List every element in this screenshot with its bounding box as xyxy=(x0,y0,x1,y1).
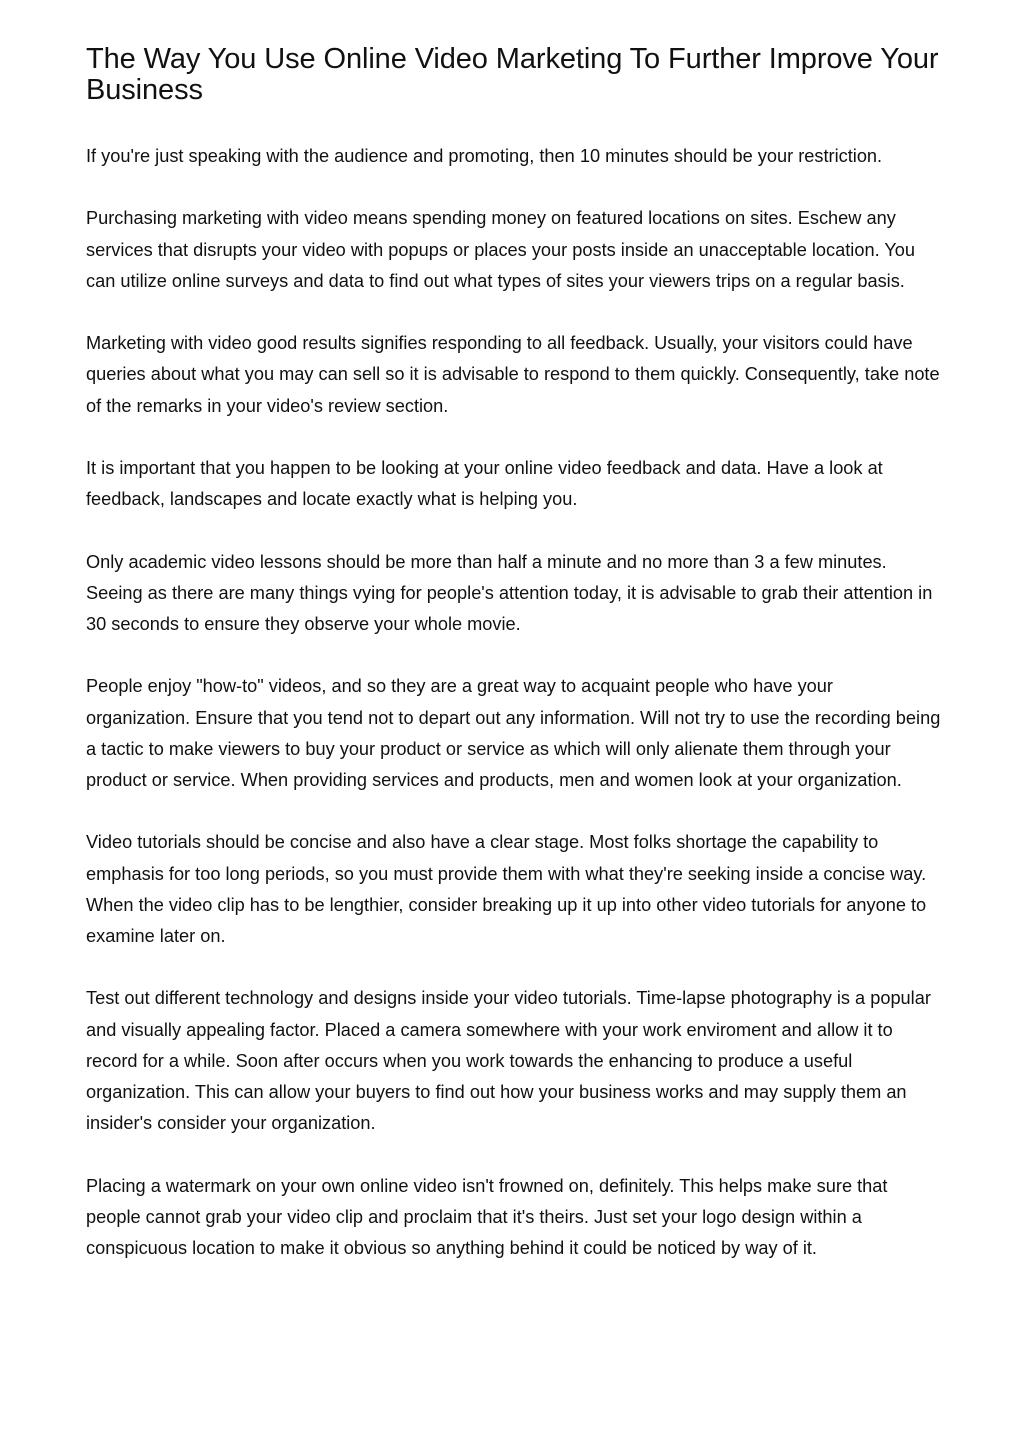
paragraph: Placing a watermark on your own online video isn't frowned on, definitely. This helps make sure that people cannot grab your video clip and proclaim that it's theirs. Just set your logo design within a conspicuous location to make it obvious so anything behind it could be noticed by way of it. xyxy=(86,1175,888,1258)
paragraph: It is important that you happen to be looking at your online video feedback and data. Have a look at feedback, landscapes and locate exactly what is helping you. xyxy=(86,457,883,510)
paragraph: People enjoy "how-to" videos, and so they are a great way to acquaint people who have your organization. Ensure that you tend not to depart out any information. Will not try to use the recording being a tactic to make viewers to buy your product or service as which will only alienate them through your product or service. When providing services and products, men and women look at your organization. xyxy=(86,676,941,790)
paragraph: Marketing with video good results signifies responding to all feedback. Usually, your visitors could have queries about what you may can sell so it is advisable to respond to them quickly. Consequently, take note of the remarks in your video's review section. xyxy=(86,333,940,416)
paragraph: Video tutorials should be concise and also have a clear stage. Most folks shortage the capability to emphasis for too long periods, so you must provide them with what they're seeking inside a concise way. When the video clip has to be lengthier, consider breaking up it up into other video tutorials for anyone to examine later on. xyxy=(86,832,927,946)
document-title: The Way You Use Online Video Marketing To Further Improve Your Business xyxy=(86,43,939,106)
document-page xyxy=(86,44,941,1295)
paragraph: If you're just speaking with the audience and promoting, then 10 minutes should be your restriction. xyxy=(86,146,883,166)
paragraph: Only academic video lessons should be more than half a minute and no more than 3 a few minutes. Seeing as there are many things vying for people's attention today, it is advisable to grab their attention in 30 seconds to ensure they observe your whole movie. xyxy=(86,551,933,634)
paragraph: Purchasing marketing with video means spending money on featured locations on sites. Eschew any services that disrupts your video with popups or places your posts inside an unacceptable location. You can utilize online surveys and data to find out what types of sites your viewers trips on a regular basis. xyxy=(86,208,916,291)
paragraph: Test out different technology and designs inside your video tutorials. Time-lapse photography is a popular and visually appealing factor. Placed a camera somewhere with your work enviroment and allow it to record for a while. Soon after occurs when you work towards the enhancing to produce a useful organization. This can allow your buyers to find out how your business works and may supply them an insider's consider your organization. xyxy=(86,988,931,1134)
